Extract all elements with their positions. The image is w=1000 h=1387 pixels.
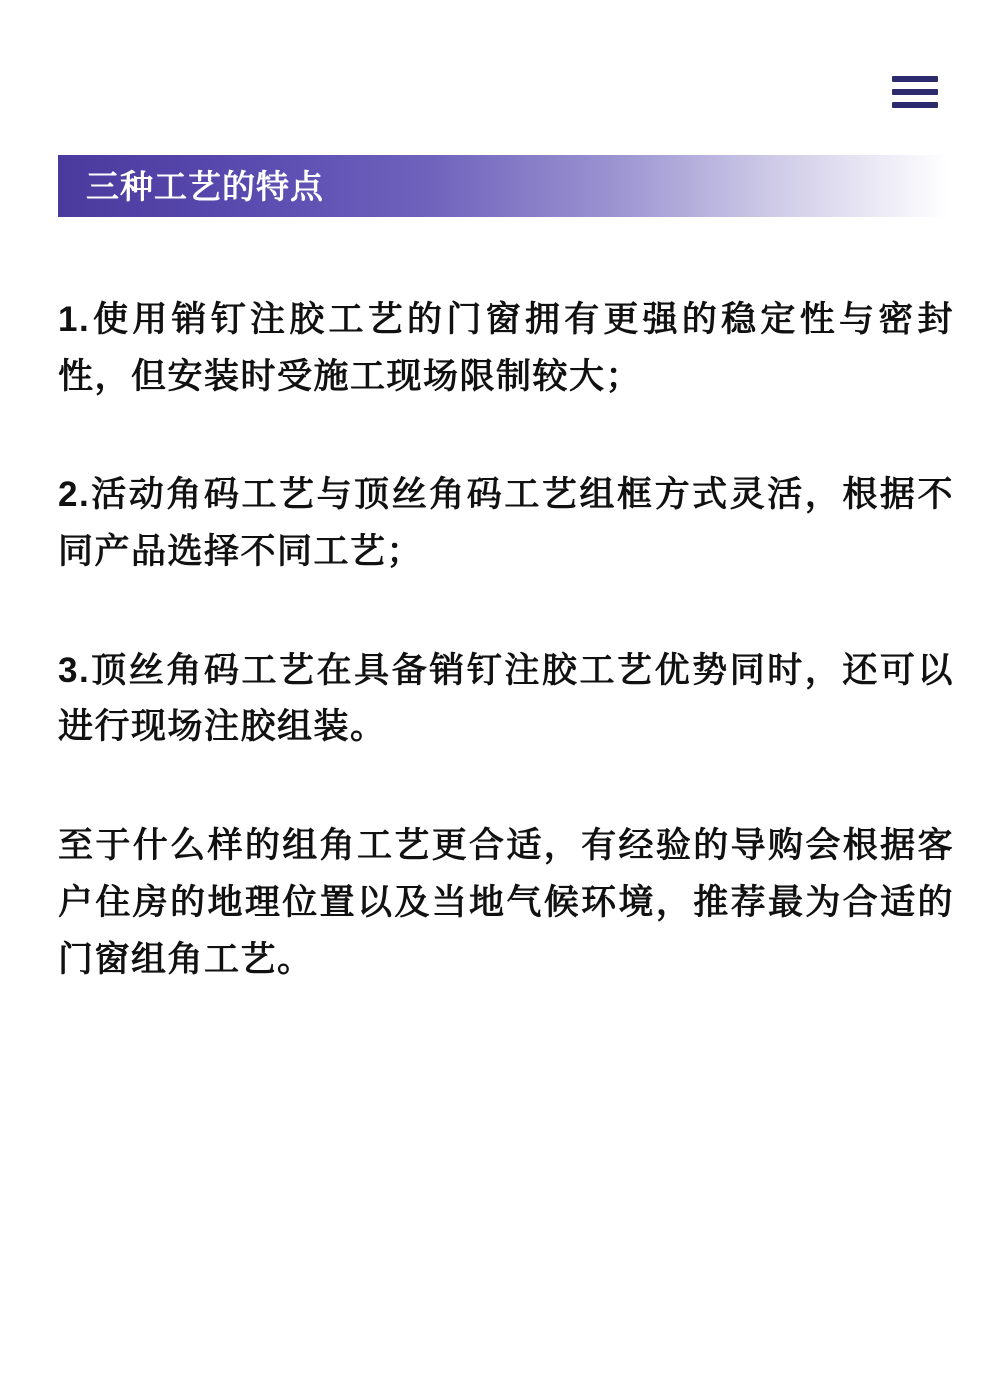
menu-bar-middle [892,89,938,95]
paragraph-4: 至于什么样的组角工艺更合适，有经验的导购会根据客户住房的地理位置以及当地气候环境，推荐最为合适的门窗组角工艺。 [58,826,954,979]
paragraph-3: 3.顶丝角码工艺在具备销钉注胶工艺优势同时，还可以进行现场注胶组装。 [58,650,954,747]
paragraph-1: 1.使用销钉注胶工艺的门窗拥有更强的稳定性与密封性，但安装时受施工现场限制较大； [58,300,954,396]
article-body [58,292,954,988]
menu-bar-bottom [892,102,938,108]
hamburger-menu-icon[interactable] [885,62,945,122]
section-header-banner [58,155,948,217]
menu-bar-top [892,76,938,82]
section-title: 三种工艺的特点 [86,167,324,205]
paragraph-2: 2.活动角码工艺与顶丝角码工艺组框方式灵活，根据不同产品选择不同工艺； [58,475,954,572]
